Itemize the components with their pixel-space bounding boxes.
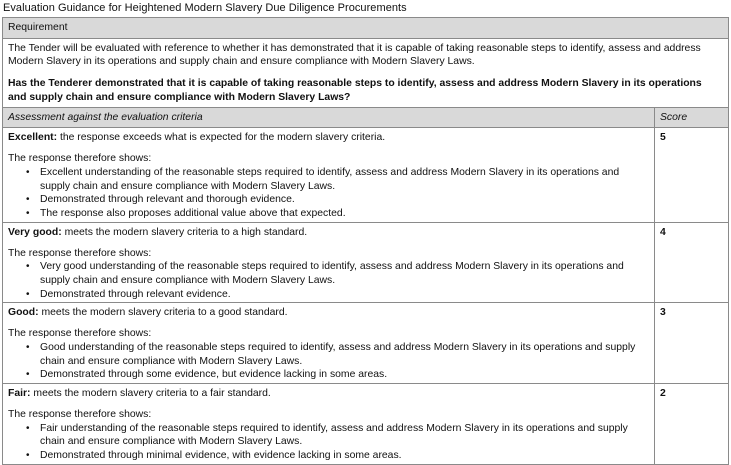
response-shows-label: The response therefore shows:	[8, 408, 152, 420]
criteria-label: Fair:	[8, 388, 31, 400]
criteria-heading	[8, 226, 648, 240]
assessment-header: Assessment against the evaluation criteria	[3, 107, 655, 128]
criteria-bullet: • Demonstrated through relevant evidence.	[28, 288, 648, 302]
criteria-heading	[8, 387, 648, 401]
criteria-bullet: • The response also proposes additional value above that expected.	[28, 207, 648, 221]
criteria-bullet: • Very good understanding of the reasonable steps required to identify, assess and address Modern Slavery in its operations and supply chain and ensure compliance with Modern Slavery Laws.	[28, 260, 648, 287]
criteria-cell	[3, 384, 655, 465]
criteria-description: the response exceeds what is expected for the modern slavery criteria.	[57, 132, 386, 144]
score-value: 5	[655, 128, 729, 222]
criteria-bullet: • Good understanding of the reasonable steps required to identify, assess and address Modern Slavery in its operations and supply chain and ensure compliance with Modern Slavery Laws.	[28, 341, 648, 368]
response-shows-label: The response therefore shows:	[8, 328, 152, 340]
criteria-row	[3, 384, 729, 465]
response-shows-label: The response therefore shows:	[8, 247, 152, 259]
criteria-description: meets the modern slavery criteria to a good standard.	[38, 307, 288, 319]
criteria-bullet-list	[8, 341, 648, 382]
document-title: Evaluation Guidance for Heightened Modern Slavery Due Diligence Procurements	[3, 2, 407, 14]
requirement-cell	[3, 38, 729, 107]
criteria-rows	[3, 128, 729, 464]
criteria-heading	[8, 131, 648, 145]
evaluation-table	[2, 17, 729, 465]
criteria-cell	[3, 222, 655, 303]
criteria-cell	[3, 128, 655, 222]
criteria-bullet-list	[8, 422, 648, 463]
requirement-question: Has the Tenderer demonstrated that it is capable of taking reasonable steps to identify, assess and address Modern Slavery in its operations and supply chain and ensure compliance with Modern Slavery Laws?	[8, 78, 702, 103]
requirement-text: The Tender will be evaluated with reference to whether it has demonstrated that it is capable of taking reasonable steps to identify, assess and address Modern Slavery in its operations and supply chain and ensure compliance with Modern Slavery Laws.	[8, 42, 701, 68]
criteria-row	[3, 303, 729, 384]
criteria-bullet: • Excellent understanding of the reasonable steps required to identify, assess and address Modern Slavery in its operations and supply chain and ensure compliance with Modern Slavery Laws.	[28, 166, 648, 193]
score-header: Score	[655, 107, 729, 128]
response-shows-label: The response therefore shows:	[8, 153, 152, 165]
criteria-bullet: • Demonstrated through minimal evidence, with evidence lacking in some areas.	[28, 449, 648, 463]
requirement-header: Requirement	[3, 18, 729, 39]
criteria-bullet: • Demonstrated through relevant and thorough evidence.	[28, 193, 648, 207]
criteria-description: meets the modern slavery criteria to a fair standard.	[30, 388, 271, 400]
criteria-bullet: • Fair understanding of the reasonable steps required to identify, assess and address Modern Slavery in its operations and supply chain and ensure compliance with Modern Slavery Laws.	[28, 422, 648, 449]
score-value: 4	[655, 222, 729, 303]
requirement-header-row	[3, 18, 729, 39]
score-value: 3	[655, 303, 729, 384]
assessment-header-row	[3, 107, 729, 128]
criteria-description: meets the modern slavery criteria to a high standard.	[61, 226, 308, 238]
criteria-label: Very good:	[8, 226, 62, 238]
criteria-heading	[8, 306, 648, 320]
criteria-label: Excellent:	[8, 132, 58, 144]
requirement-row	[3, 38, 729, 107]
criteria-bullet-list	[8, 260, 648, 301]
criteria-bullet-list	[8, 166, 648, 221]
criteria-row	[3, 222, 729, 303]
criteria-label: Good:	[8, 307, 39, 319]
criteria-bullet: • Demonstrated through some evidence, but evidence lacking in some areas.	[28, 368, 648, 382]
criteria-cell	[3, 303, 655, 384]
score-value: 2	[655, 384, 729, 465]
criteria-row	[3, 128, 729, 222]
